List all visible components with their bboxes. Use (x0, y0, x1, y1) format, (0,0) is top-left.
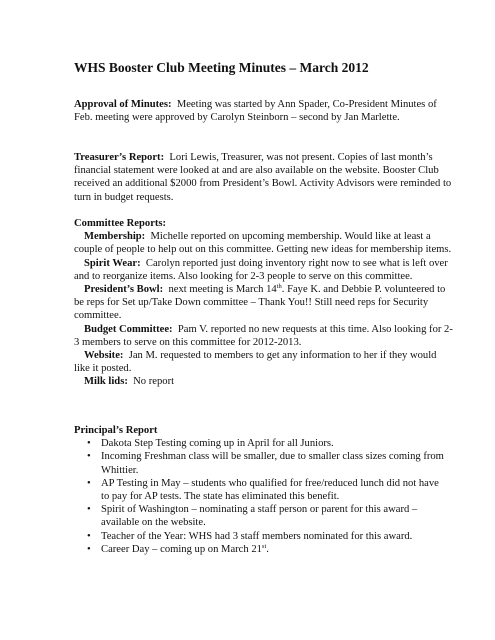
milk-lids-label: Milk lids: (84, 376, 128, 388)
committee-section (74, 217, 454, 389)
milk-lids-text: No report (133, 376, 175, 388)
membership-text: Michelle reported on upcoming membership. Would like at least a couple of people to help out on this committee. Getting new ideas for membership items. (74, 231, 452, 256)
spirit-wear-text: Carolyn reported just doing inventory right now to see what is left over and to reorganize items. Also looking for 2-3 people to serve on this committee. (74, 257, 448, 282)
treasurer-section (74, 151, 454, 204)
website-report (74, 349, 454, 375)
treasurer-heading: Treasurer’s Report: (74, 152, 165, 163)
list-item: • Dakota Step Testing coming up in April for all Juniors. (74, 437, 446, 450)
budget-label: Budget Committee: (84, 323, 173, 335)
career-day-text: Career Day – coming up on March 21 (101, 543, 262, 555)
milk-lids-report (74, 375, 454, 388)
approval-section (74, 98, 454, 124)
presidents-bowl-text-after: . Faye K. and Debbie P. volunteered to be reps for Set up/Take Down committee – Thank You!! Still need reps for Security committee. (74, 284, 446, 322)
approval-text: Meeting was started by Ann Spader, Co-President Minutes of Feb. meeting were approved by Carolyn Steinborn – second by Jan Marlette. (74, 99, 437, 124)
career-day-sup: st (261, 542, 267, 550)
list-item: • Teacher of the Year: WHS had 3 staff members nominated for this award. (74, 530, 446, 543)
principal-list (74, 437, 454, 556)
list-item: • AP Testing in May – students who qualified for free/reduced lunch did not have to pay for AP tests. The state has eliminated this benefit. (74, 477, 446, 503)
spirit-wear-label: Spirit Wear: (84, 257, 141, 269)
presidents-bowl-text: next meeting is March 14 (168, 284, 277, 296)
presidents-bowl-label: President’s Bowl: (84, 284, 164, 296)
website-label: Website: (84, 350, 124, 362)
list-item: • Spirit of Washington – nominating a staff person or parent for this award – available on the website. (74, 503, 446, 529)
presidents-bowl-sup: th (276, 283, 282, 291)
spirit-wear-report (74, 257, 454, 283)
principal-section (74, 424, 454, 556)
membership-label: Membership: (84, 231, 146, 243)
principal-heading: Principal’s Report (74, 425, 158, 436)
document-title: WHS Booster Club Meeting Minutes – March 2012 (74, 60, 369, 75)
list-item: • Incoming Freshman class will be smaller, due to smaller class sizes coming from Whittier. (74, 450, 446, 476)
career-day-after: . (266, 543, 269, 555)
list-item (74, 543, 446, 556)
membership-report (74, 230, 454, 256)
approval-heading: Approval of Minutes: (74, 99, 172, 110)
treasurer-text: Lori Lewis, Treasurer, was not present. Copies of last month’s financial statement were looked at and are also available on the website. Booster Club received an additional $2000 from President’s Bowl. Activity Advisors were reminded to turn in budget requests. (74, 152, 452, 203)
budget-report (74, 323, 454, 349)
budget-text: Pam V. reported no new requests at this time. Also looking for 2-3 members to serve on this committee for 2012-2013. (74, 323, 453, 348)
website-text: Jan M. requested to members to get any information to her if they would like it posted. (74, 350, 437, 375)
presidents-bowl-report (74, 283, 454, 323)
committee-heading: Committee Reports: (74, 218, 167, 229)
